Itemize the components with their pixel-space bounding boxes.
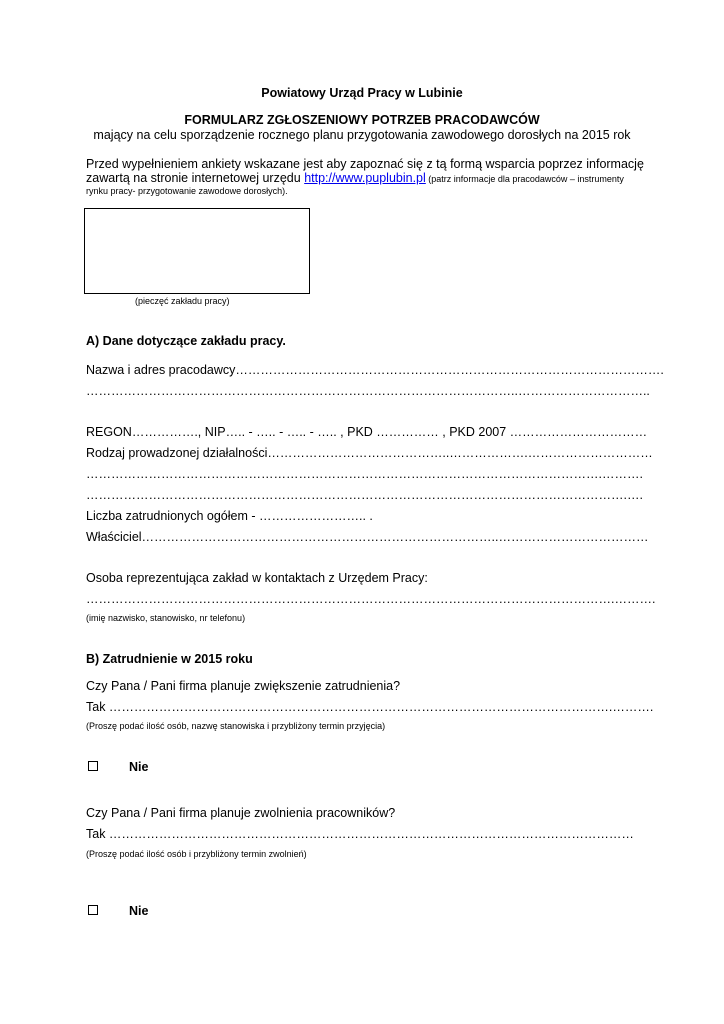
section-b-heading: B) Zatrudnienie w 2015 roku	[86, 652, 253, 666]
layoffs-no-checkbox[interactable]	[88, 905, 98, 915]
question-layoffs: Czy Pana / Pani firma planuje zwolnienia pracowników?	[86, 806, 396, 820]
layoffs-no-label: Nie	[129, 904, 149, 918]
stamp-caption: (pieczęć zakładu pracy)	[135, 296, 230, 306]
increase-employment-note: (Proszę podać ilość osób, nazwę stanowiska i przybliżony termin przyjęcia)	[86, 721, 386, 731]
activity-field-cont-1[interactable]: …………………………………………………………………………………………………………….……….	[86, 467, 643, 481]
question-increase-employment: Czy Pana / Pani firma planuje zwiększenie zatrudnienia?	[86, 679, 401, 693]
contact-person-field[interactable]: ……………………………………………………………………………………………………………….……….	[86, 592, 656, 606]
activity-field[interactable]: Rodzaj prowadzonej działalności……………………………………..……………….…………………………	[86, 446, 653, 460]
layoffs-yes-field[interactable]: Tak ………………………………………………………………………………………………………………	[86, 827, 634, 841]
intro-line-1: Przed wypełnieniem ankiety wskazane jest aby zapoznać się z tą formą wsparcia poprzez informację	[86, 157, 644, 171]
intro-line-2-prefix: zawartą na stronie internetowej urzędu	[86, 171, 305, 185]
activity-field-cont-2[interactable]: ………………………………………………………………………………………………………………….….	[86, 488, 643, 502]
intro-line-2	[86, 171, 624, 185]
section-a-heading: A) Dane dotyczące zakładu pracy.	[86, 334, 286, 348]
increase-employment-yes-field[interactable]: Tak ………………………………………………………………………………………………………….……….	[86, 700, 654, 714]
increase-employment-no-checkbox[interactable]	[88, 761, 98, 771]
contact-person-label: Osoba reprezentująca zakład w kontaktach z Urzędem Pracy:	[86, 571, 428, 585]
employees-count-field[interactable]: Liczba zatrudnionych ogółem - …………………….. .	[86, 509, 373, 523]
office-name: Powiatowy Urząd Pracy w Lubinie	[261, 86, 463, 100]
form-subtitle: mający na celu sporządzenie rocznego planu przygotowania zawodowego dorosłych na 2015 rok	[93, 128, 631, 142]
layoffs-note: (Proszę podać ilość osób i przybliżony termin zwolnień)	[86, 849, 307, 859]
employer-address-field[interactable]: …………………………………………………………………………………………..…………………………..	[86, 384, 650, 398]
contact-person-note: (imię nazwisko, stanowisko, nr telefonu)	[86, 613, 246, 623]
regon-nip-pkd-field[interactable]: REGON……………., NIP….. - ….. - ….. - ….. , PKD …………… , PKD 2007 ……………………………	[86, 425, 648, 439]
website-link[interactable]: http://www.puplubin.pl	[304, 171, 426, 185]
owner-field[interactable]: Właściciel…………………………………………………………………………..………………………………	[86, 530, 649, 544]
intro-line-2-note: (patrz informacje dla pracodawców – instrumenty	[425, 174, 624, 184]
intro-line-3: rynku pracy- przygotowanie zawodowe dorosłych).	[86, 186, 288, 196]
form-title: FORMULARZ ZGŁOSZENIOWY POTRZEB PRACODAWCÓW	[184, 113, 540, 127]
employer-name-field[interactable]: Nazwa i adres pracodawcy………………………………………………………………………………………….	[86, 363, 664, 377]
stamp-box	[84, 208, 310, 294]
increase-employment-no-label: Nie	[129, 760, 149, 774]
